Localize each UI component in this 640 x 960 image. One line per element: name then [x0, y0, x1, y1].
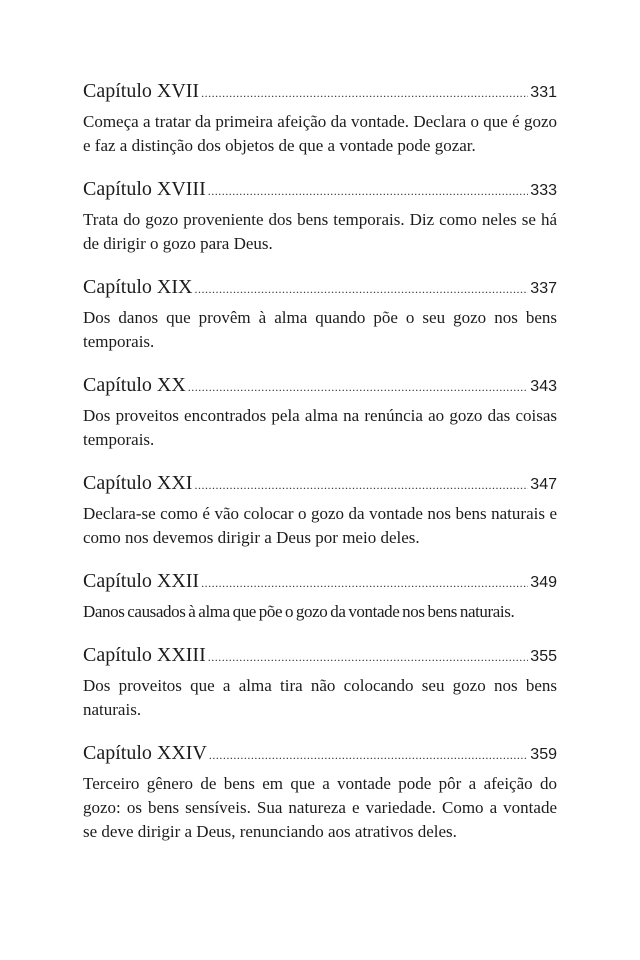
chapter-description: Começa a tratar da primeira afeição da vontade. Declara o que é gozo e faz a distinção dos objetos de que a vontade pode gozar. — [83, 112, 557, 155]
chapter-title: Capítulo XXIV — [83, 742, 207, 764]
page-number: 343 — [530, 378, 557, 395]
chapter-description: Danos causados à alma que põe o gozo da vontade nos bens naturais. — [83, 602, 515, 621]
chapter-title: Capítulo XIX — [83, 276, 193, 298]
dot-leader — [208, 642, 529, 672]
dot-leader — [194, 274, 528, 304]
chapter-title: Capítulo XVII — [83, 80, 200, 102]
page-number: 359 — [530, 746, 557, 763]
toc-entry — [83, 272, 557, 354]
toc-entry — [83, 174, 557, 256]
chapter-heading[interactable] — [83, 566, 557, 596]
page-number: 331 — [530, 84, 557, 101]
toc-entry — [83, 566, 557, 624]
chapter-description: Dos proveitos que a alma tira não colocando seu gozo nos bens naturais. — [83, 676, 557, 719]
toc-entry — [83, 640, 557, 722]
chapter-title: Capítulo XXI — [83, 472, 193, 494]
chapter-title: Capítulo XXII — [83, 570, 200, 592]
dot-leader — [194, 470, 528, 500]
toc-entry — [83, 468, 557, 550]
page-number: 355 — [530, 648, 557, 665]
dot-leader — [201, 568, 528, 598]
chapter-description: Declara-se como é vão colocar o gozo da vontade nos bens naturais e como nos devemos dirigir a Deus por meio deles. — [83, 504, 557, 547]
chapter-heading[interactable] — [83, 174, 557, 204]
chapter-heading[interactable] — [83, 272, 557, 302]
page-number: 349 — [530, 574, 557, 591]
chapter-title: Capítulo XXIII — [83, 644, 206, 666]
chapter-heading[interactable] — [83, 640, 557, 670]
table-of-contents — [83, 76, 557, 844]
chapter-heading[interactable] — [83, 468, 557, 498]
toc-entry — [83, 76, 557, 158]
toc-entry — [83, 370, 557, 452]
chapter-description: Dos danos que provêm à alma quando põe o seu gozo nos bens temporais. — [83, 308, 557, 351]
dot-leader — [209, 740, 528, 770]
dot-leader — [201, 78, 528, 108]
page-number: 333 — [530, 182, 557, 199]
page-number: 347 — [530, 476, 557, 493]
toc-entry — [83, 738, 557, 844]
chapter-heading[interactable] — [83, 76, 557, 106]
chapter-description: Trata do gozo proveniente dos bens temporais. Diz como neles se há de dirigir o gozo para Deus. — [83, 210, 557, 253]
dot-leader — [188, 372, 529, 402]
dot-leader — [208, 176, 529, 206]
chapter-title: Capítulo XVIII — [83, 178, 206, 200]
chapter-description: Terceiro gênero de bens em que a vontade pode pôr a afeição do gozo: os bens sensíveis. Sua natureza e variedade. Como a vontade se deve dirigir a Deus, renunciando aos atrativos deles. — [83, 774, 557, 841]
chapter-heading[interactable] — [83, 738, 557, 768]
chapter-title: Capítulo XX — [83, 374, 186, 396]
chapter-description: Dos proveitos encontrados pela alma na renúncia ao gozo das coisas temporais. — [83, 406, 557, 449]
page-number: 337 — [530, 280, 557, 297]
chapter-heading[interactable] — [83, 370, 557, 400]
